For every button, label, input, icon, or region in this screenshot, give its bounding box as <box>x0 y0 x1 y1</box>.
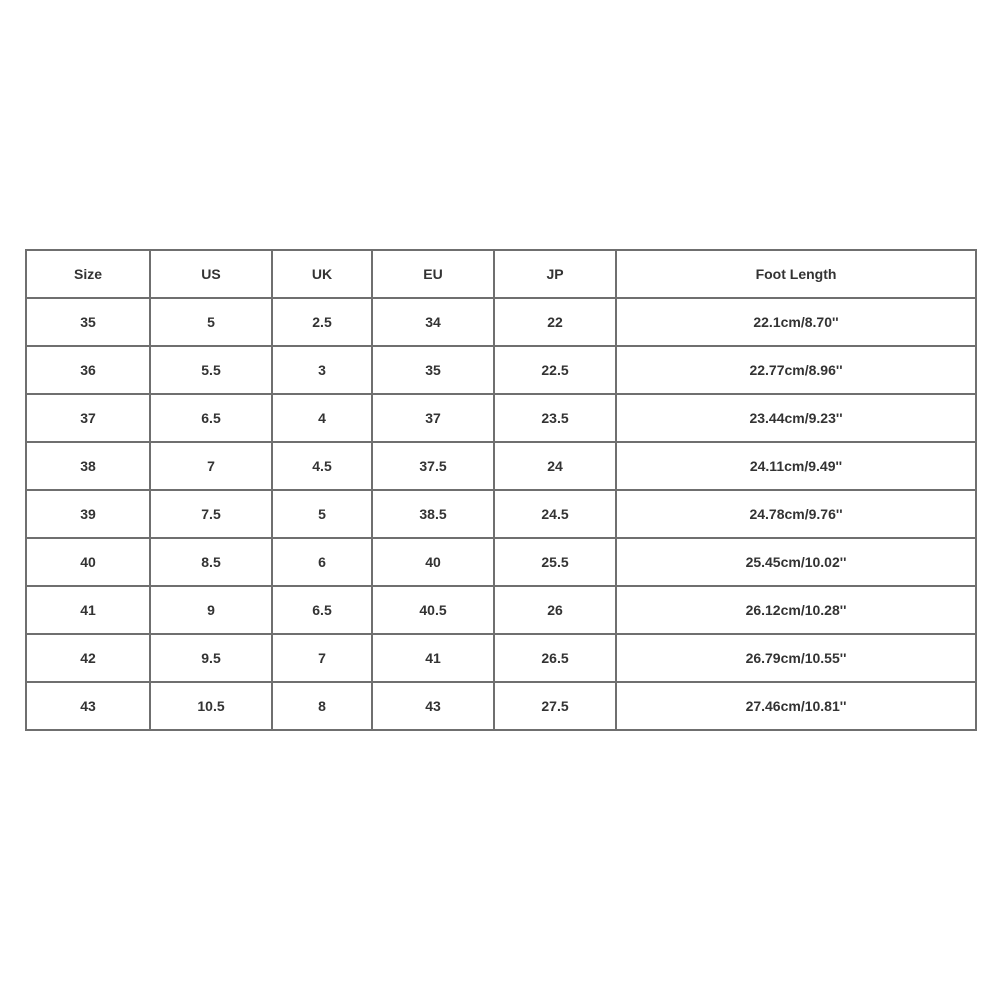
cell-eu: 37.5 <box>372 442 494 490</box>
cell-size: 41 <box>26 586 150 634</box>
table-row <box>26 634 976 682</box>
cell-uk: 7 <box>272 634 372 682</box>
cell-foot-length: 25.45cm/10.02'' <box>616 538 976 586</box>
table-row <box>26 586 976 634</box>
cell-jp: 22.5 <box>494 346 616 394</box>
cell-uk: 6 <box>272 538 372 586</box>
cell-jp: 22 <box>494 298 616 346</box>
cell-size: 42 <box>26 634 150 682</box>
cell-foot-length: 26.12cm/10.28'' <box>616 586 976 634</box>
cell-uk: 3 <box>272 346 372 394</box>
cell-size: 35 <box>26 298 150 346</box>
cell-jp: 26 <box>494 586 616 634</box>
cell-eu: 38.5 <box>372 490 494 538</box>
cell-jp: 23.5 <box>494 394 616 442</box>
cell-uk: 4 <box>272 394 372 442</box>
table-row <box>26 394 976 442</box>
cell-jp: 27.5 <box>494 682 616 730</box>
header-eu: EU <box>372 250 494 298</box>
cell-jp: 24.5 <box>494 490 616 538</box>
cell-foot-length: 24.78cm/9.76'' <box>616 490 976 538</box>
cell-foot-length: 27.46cm/10.81'' <box>616 682 976 730</box>
cell-us: 9.5 <box>150 634 272 682</box>
header-uk: UK <box>272 250 372 298</box>
cell-uk: 6.5 <box>272 586 372 634</box>
table-row <box>26 346 976 394</box>
cell-foot-length: 26.79cm/10.55'' <box>616 634 976 682</box>
cell-uk: 2.5 <box>272 298 372 346</box>
cell-us: 10.5 <box>150 682 272 730</box>
cell-eu: 35 <box>372 346 494 394</box>
cell-size: 39 <box>26 490 150 538</box>
cell-foot-length: 22.77cm/8.96'' <box>616 346 976 394</box>
cell-size: 40 <box>26 538 150 586</box>
cell-us: 7 <box>150 442 272 490</box>
cell-us: 5 <box>150 298 272 346</box>
cell-eu: 40 <box>372 538 494 586</box>
header-jp: JP <box>494 250 616 298</box>
table-row <box>26 682 976 730</box>
table-row <box>26 490 976 538</box>
cell-eu: 34 <box>372 298 494 346</box>
cell-eu: 43 <box>372 682 494 730</box>
cell-foot-length: 24.11cm/9.49'' <box>616 442 976 490</box>
size-chart-table <box>25 249 977 731</box>
cell-size: 43 <box>26 682 150 730</box>
header-size: Size <box>26 250 150 298</box>
cell-eu: 41 <box>372 634 494 682</box>
cell-uk: 5 <box>272 490 372 538</box>
cell-eu: 40.5 <box>372 586 494 634</box>
table-header-row <box>26 250 976 298</box>
header-foot-length: Foot Length <box>616 250 976 298</box>
table-row <box>26 538 976 586</box>
cell-size: 38 <box>26 442 150 490</box>
cell-us: 8.5 <box>150 538 272 586</box>
cell-jp: 24 <box>494 442 616 490</box>
cell-uk: 4.5 <box>272 442 372 490</box>
cell-us: 9 <box>150 586 272 634</box>
cell-us: 5.5 <box>150 346 272 394</box>
cell-jp: 26.5 <box>494 634 616 682</box>
cell-foot-length: 22.1cm/8.70'' <box>616 298 976 346</box>
cell-eu: 37 <box>372 394 494 442</box>
table-row <box>26 442 976 490</box>
cell-size: 36 <box>26 346 150 394</box>
table-row <box>26 298 976 346</box>
cell-us: 7.5 <box>150 490 272 538</box>
header-us: US <box>150 250 272 298</box>
cell-foot-length: 23.44cm/9.23'' <box>616 394 976 442</box>
cell-us: 6.5 <box>150 394 272 442</box>
cell-size: 37 <box>26 394 150 442</box>
cell-uk: 8 <box>272 682 372 730</box>
cell-jp: 25.5 <box>494 538 616 586</box>
